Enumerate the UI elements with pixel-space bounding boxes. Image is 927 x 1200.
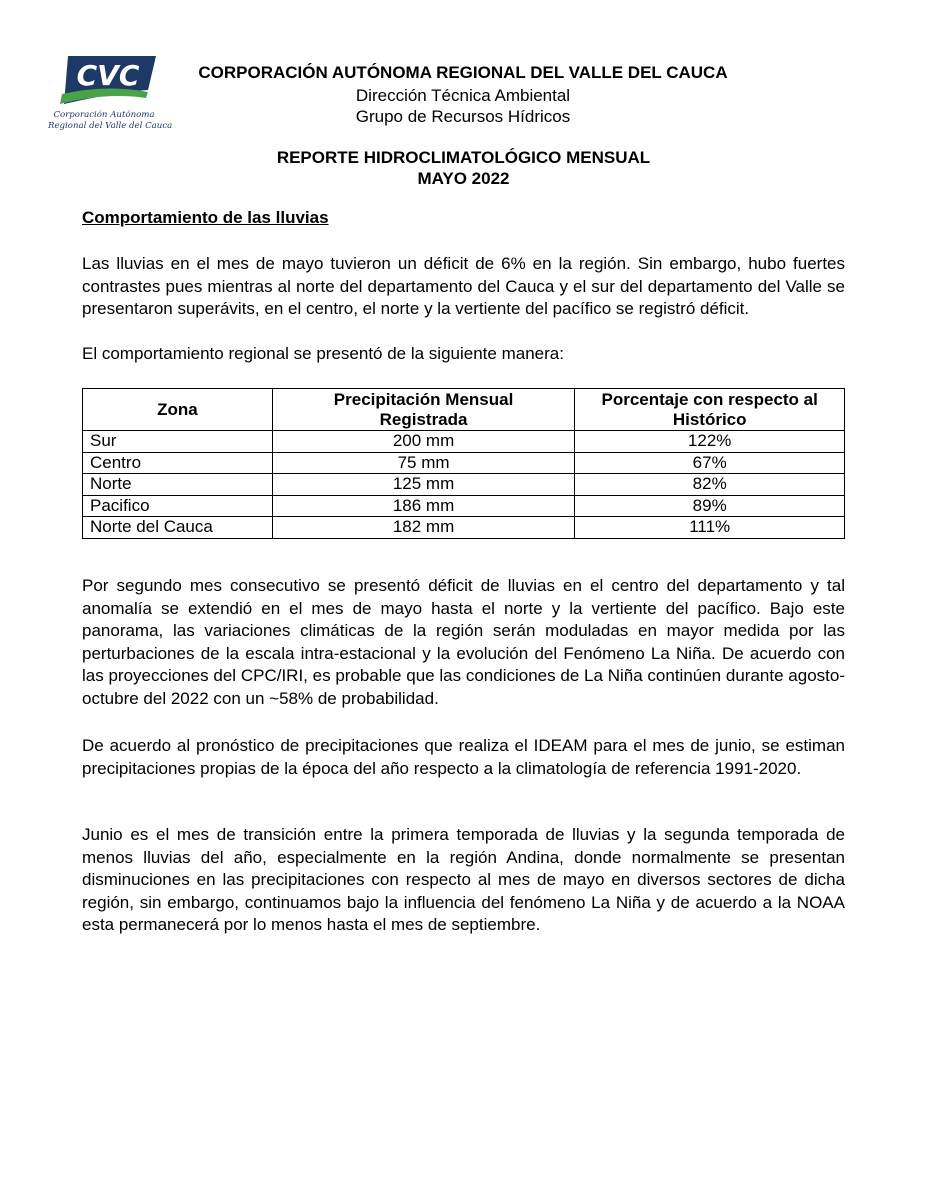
cell-zona: Centro	[83, 452, 273, 474]
logo-mark-text: CVC	[76, 59, 140, 92]
cell-porcentaje: 82%	[575, 474, 845, 496]
header-porcentaje	[575, 389, 845, 431]
cvc-logo	[48, 52, 173, 134]
logo-caption-line2: Regional del Valle del Cauca	[48, 121, 173, 131]
table-row	[83, 452, 845, 474]
cell-porcentaje: 111%	[575, 517, 845, 539]
cell-precipitacion: 125 mm	[272, 474, 575, 496]
cell-precipitacion: 200 mm	[272, 431, 575, 453]
cell-precipitacion: 75 mm	[272, 452, 575, 474]
paragraph-june-transition: Junio es el mes de transición entre la primera temporada de lluvias y la segunda temporada de menos lluvias del año, especialmente en la región Andina, donde normalmente se presentan disminuciones en las precipitaciones con respecto al mes de mayo en diversos sectores de dicha región, sin embargo, continuamos bajo la influencia del fenómeno La Niña y de acuerdo a la NOAA esta permanecerá por lo menos hasta el mes de septiembre.	[82, 825, 845, 935]
paragraph-table-intro: El comportamiento regional se presentó de la siguiente manera:	[82, 344, 564, 363]
paragraph-summary: Las lluvias en el mes de mayo tuvieron un déficit de 6% en la región. Sin embargo, hubo fuertes contrastes pues mientras al norte del departamento del Cauca y el sur del departamento del Valle se presentaron superávits, en el centro, el norte y la vertiente del pacífico se registró déficit.	[82, 254, 845, 319]
header-precipitacion-line2: Registrada	[379, 409, 468, 429]
report-title: REPORTE HIDROCLIMATOLÓGICO MENSUAL	[276, 148, 651, 167]
logo-caption-line1: Corporación Autónoma	[53, 110, 155, 120]
organization-title: CORPORACIÓN AUTÓNOMA REGIONAL DEL VALLE DEL CAUCA	[198, 63, 728, 82]
cell-zona: Sur	[83, 431, 273, 453]
cell-precipitacion: 182 mm	[272, 517, 575, 539]
cell-porcentaje: 89%	[575, 495, 845, 517]
organization-department: Dirección Técnica Ambiental	[355, 86, 571, 105]
table-row	[83, 431, 845, 453]
section-heading: Comportamiento de las lluvias	[82, 208, 329, 227]
header-porcentaje-line2: Histórico	[672, 409, 747, 429]
cell-zona: Pacifico	[83, 495, 273, 517]
table-row	[83, 517, 845, 539]
cell-zona: Norte del Cauca	[83, 517, 273, 539]
header-zona	[83, 389, 273, 431]
paragraph-nina-outlook: Por segundo mes consecutivo se presentó déficit de lluvias en el centro del departamento y tal anomalía se extendió en el mes de mayo hasta el norte y la vertiente del pacífico. Bajo este panorama, las variaciones climáticas de la región serán moduladas en mayor medida por las perturbaciones de la escala intra-estacional y la evolución del Fenómeno La Niña. De acuerdo con las proyecciones del CPC/IRI, es probable que las condiciones de La Niña continúen durante agosto-octubre del 2022 con un ~58% de probabilidad.	[82, 576, 845, 708]
cell-porcentaje: 67%	[575, 452, 845, 474]
header-porcentaje-line1: Porcentaje con respecto al	[601, 389, 818, 409]
report-period: MAYO 2022	[417, 169, 510, 188]
cell-precipitacion: 186 mm	[272, 495, 575, 517]
rainfall-table	[82, 388, 845, 539]
organization-group: Grupo de Recursos Hídricos	[355, 107, 571, 126]
header-zona-label: Zona	[157, 399, 198, 419]
cvc-logo-mark	[56, 54, 158, 106]
table-row	[83, 495, 845, 517]
table-row	[83, 474, 845, 496]
cell-porcentaje: 122%	[575, 431, 845, 453]
header-precipitacion	[272, 389, 575, 431]
cell-zona: Norte	[83, 474, 273, 496]
table-header-row	[83, 389, 845, 431]
header-precipitacion-line1: Precipitación Mensual	[333, 389, 514, 409]
paragraph-ideam-forecast: De acuerdo al pronóstico de precipitaciones que realiza el IDEAM para el mes de junio, se estiman precipitaciones propias de la época del año respecto a la climatología de referencia 1991-2020.	[82, 736, 845, 778]
